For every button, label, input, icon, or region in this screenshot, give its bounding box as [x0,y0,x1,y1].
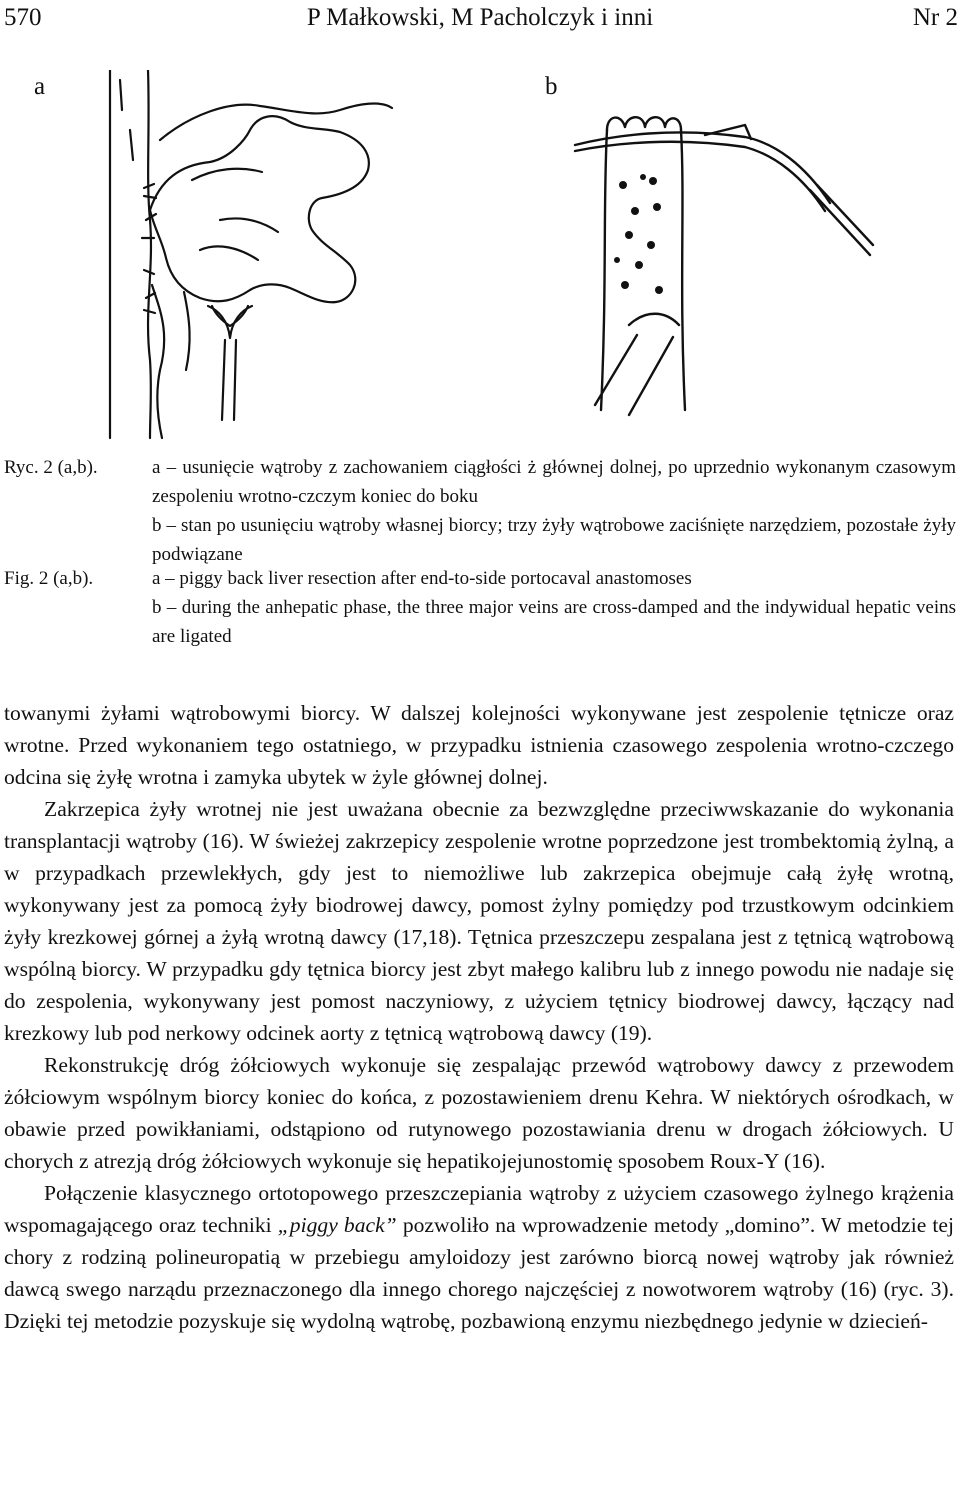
piggy-back-term: „piggy back” [277,1213,397,1237]
caption-en-line-a: a – piggy back liver resection after end-to-side portocaval anastomoses [152,568,692,589]
body-paragraph-2: Zakrzepica żyły wrotnej nie jest uważana obecnie za bezwzględne przeciwwskazanie do wykonania transplantacji wątroby (16). W świeżej zakrzepicy zespolenie wrotne poprzedzone jest trombektomią żylną, a w przypadkach przewlekłych, gdy jest to niemożliwe lub zakrzepica obejmuje całą żyłę wrotną, wykonywany jest za pomocą żyły biodrowej dawcy, pomost żylny pomiędzy pod trzustkowym odcinkiem żyły krezkowej górnej a żyłą wrotną dawcy (17,18). Tętnica przeszczepu zespalana jest z tętnicą wątrobową wspólną biorcy. W przypadku gdy tętnica biorcy jest zbyt małego kalibru lub z innego powodu nie nadaje się do zespolenia, wykonywany jest pomost naczyniowy, z użyciem tętnicy biodrowej dawcy, łączący nad krezkowy lub pod nerkowy odcinek aorty z tętnicą wątrobową dawcy (19). [4,797,954,1045]
panel-a-label: a [34,73,46,100]
caption-en-label: Fig. 2 (a,b). [4,568,94,589]
caption-en [152,564,956,651]
body-paragraph-4 [4,1177,954,1337]
issue-number: Nr 2 [912,4,958,31]
page-number: 570 [4,4,42,31]
figure-panel-a-drawing [100,70,405,440]
caption-pl [152,453,956,569]
body-paragraph-4-start: Połączenie klasycznego ortotopowego przeszczepiania wątroby z użyciem czasowego żylnego krążenia wspomagającego oraz techniki [4,1181,954,1237]
body-paragraph-3: Rekonstrukcję dróg żółciowych wykonuje się zespalając przewód wątrobowy dawcy z przewodem żółciowym wspólnym biorcy koniec do końca, z pozostawieniem drenu Kehra. W niektórych ośrodkach, w obawie przed powikłaniami, odstąpiono od rutynowego pozostawiania drenu w drogach żółciowych. U chorych z atrezją dróg żółciowych wykonuje się hepatikojejunostomię sposobem Roux-Y (16). [4,1053,954,1173]
caption-pl-line-b: b – stan po usunięciu wątroby własnej biorcy; trzy żyły wątrobowe zaciśnięte narzędziem, pozostałe żyły podwiązane [152,515,956,565]
body-paragraph-1: towanymi żyłami wątrobowymi biorcy. W dalszej kolejności wykonywane jest zespolenie tętnicze oraz wrotne. Przed wykonaniem tego ostatniego, w przypadku istnienia czasowego zespolenia wrotno-czczego odcina się żyłę wrotna i zamyka ubytek w żyle głównej dolnej. [4,701,954,789]
running-header-authors: P Małkowski, M Pacholczyk i inni [306,4,654,31]
panel-b-label: b [545,73,558,100]
caption-pl-label: Ryc. 2 (a,b). [4,457,98,478]
body-paragraph-4-end: pozwoliło na wprowadzenie metody „domino”. W metodzie tej chory z rodziną polineuropatią w przebiegu amyloidozy jest zarówno biorcą nowej wątroby jak również dawcą swego narządu przeznaczonego dla innego chorego najczęściej z nowotworem wątroby (16) (ryc. 3). Dzięki tej metodzie pozyskuje się wydolną wątrobę, pozbawioną enzymu niezbędnego jedynie w dziecień- [4,1213,955,1333]
caption-en-line-b: b – during the anhepatic phase, the three major veins are cross-damped and the indywidual hepatic veins are ligated [152,597,956,647]
figure-panel-b-drawing [555,85,875,420]
body-text [4,697,954,1337]
caption-pl-line-a: a – usunięcie wątroby z zachowaniem ciągłości ż głównej dolnej, po uprzednio wykonanym czasowym zespoleniu wrotno-czczym koniec do boku [152,457,956,507]
